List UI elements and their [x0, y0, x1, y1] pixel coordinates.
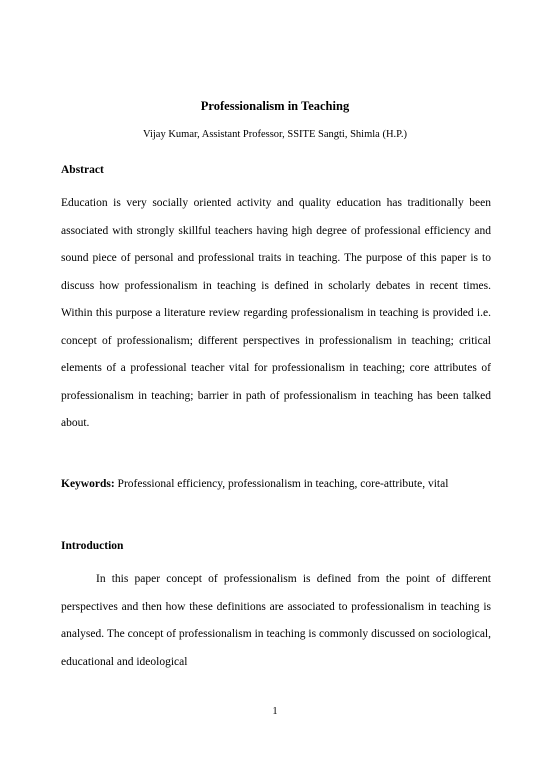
abstract-body: Education is very socially oriented activity and quality education has traditionally been associated with strongly skillful teachers having high degree of professional efficiency and sound piece of personal and professional traits in teaching. The purpose of this paper is to discuss how professionalism in teaching is defined in scholarly debates in recent times. Within this purpose a literature review regarding professionalism in teaching is provided i.e. concept of professionalism; different perspectives in professionalism in teaching; critical elements of a professional teacher vital for professionalism in teaching; core attributes of professionalism in teaching; barrier in path of professionalism in teaching has been talked about.: [61, 197, 491, 429]
keywords-text: Professional efficiency, professionalism in teaching, core-attribute, vital: [114, 478, 449, 490]
keywords-label: Keywords:: [61, 478, 115, 490]
introduction-body: In this paper concept of professionalism is defined from the point of different perspectives and then how these definitions are associated to professionalism in teaching is analysed. The concept of professionalism in teaching is commonly discussed on sociological, educational and ideological: [61, 573, 491, 668]
author-line: Vijay Kumar, Assistant Professor, SSITE Sangti, Shimla (H.P.): [143, 129, 407, 140]
keywords-paragraph: [61, 471, 491, 499]
introduction-heading: Introduction: [61, 540, 124, 552]
abstract-heading: Abstract: [61, 164, 104, 176]
page-number: 1: [272, 706, 278, 717]
paper-title: Professionalism in Teaching: [200, 99, 350, 113]
